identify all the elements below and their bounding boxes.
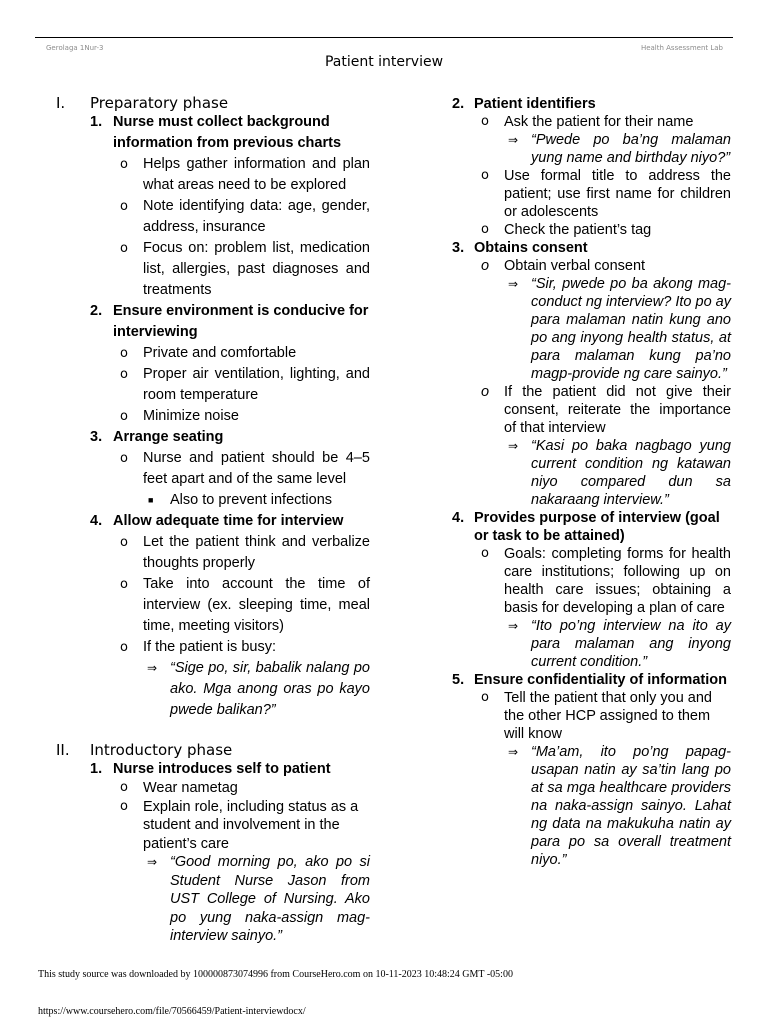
bullet-item [50,343,370,364]
item-title: Allow adequate time for interview [113,513,344,529]
bullet-marker: o [481,222,489,237]
bullet-text: Private and comfortable [143,345,297,361]
bullet-marker: o [120,535,128,550]
quote-text: “Ma’am, ito po’ng papag-usapan natin ay sa’tin lang po at sa mga healthcare providers na naka-assign sainyo. Lahat ng data na makukuha natin ay para po sa overall treatment niyo.” [531,744,731,868]
bullet-marker: o [481,384,490,400]
arrow-icon: ⇒ [508,745,519,759]
bullet-text: Wear nametag [143,780,238,796]
bullet-text: Note identifying data: age, gender, address, insurance [143,198,370,235]
list-item-heading [50,301,370,343]
quote-text: “Pwede po ba’ng malaman yung name and birthday niyo?” [531,132,731,166]
bullet-item [446,221,731,239]
bullet-marker: o [120,780,128,795]
download-notice: This study source was downloaded by 100000873074996 from CourseHero.com on 10-11-2023 10:48:24 GMT -05:00 [38,969,513,980]
bullet-marker: o [120,640,128,655]
page-title: Patient interview [324,54,444,70]
list-item-heading [50,427,370,448]
bullet-item [50,196,370,238]
bullet-item [446,167,731,221]
bullet-item [446,545,731,617]
item-title: Obtains consent [474,240,588,256]
item-number: 5. [452,672,465,688]
quote-text: “Good morning po, ako po si Student Nurse Jason from UST College of Nursing. Ako po yung naka-assign mag-interview sainyo.” [170,854,370,944]
left-column [50,94,370,946]
bullet-item [50,406,370,427]
square-bullet-icon: ■ [148,495,154,505]
quote-item [50,853,370,946]
item-title: Nurse must collect background information from previous charts [113,114,342,151]
bullet-text: Focus on: problem list, medication list, allergies, past diagnoses and treatments [143,240,370,298]
list-item-heading [50,511,370,532]
quote-item [446,437,731,509]
quote-item [446,275,731,383]
item-number: 2. [452,96,465,112]
item-title: Arrange seating [113,429,224,445]
item-title: Patient identifiers [474,96,596,112]
quote-text: “Ito po’ng interview na ito ay para malaman ang inyong current condition.” [531,618,731,670]
bullet-item [446,257,731,275]
bullet-text: Proper air ventilation, lighting, and room temperature [143,366,370,403]
item-title: Nurse introduces self to patient [113,761,331,777]
list-item-heading [446,239,731,257]
bullet-item [50,238,370,301]
quote-item [446,743,731,869]
bullet-text: Let the patient think and verbalize thoughts properly [143,534,370,571]
bullet-text: Take into account the time of interview (ex. sleeping time, meal time, meeting visitors) [143,576,370,634]
arrow-icon: ⇒ [508,133,519,147]
bullet-marker: o [481,114,489,129]
list-item-heading [50,759,370,779]
source-url: https://www.coursehero.com/file/70566459/Patient-interviewdocx/ [38,1006,306,1017]
bullet-item [50,154,370,196]
section-numeral: II. [56,741,70,759]
list-item-heading [446,509,731,545]
bullet-item [50,637,370,658]
bullet-text: Tell the patient that only you and the other HCP assigned to them will know [504,690,712,742]
bullet-item [50,364,370,406]
bullet-marker: o [120,346,128,361]
header-author: Gerolaga 1Nur-3 [46,44,104,52]
bullet-marker: o [120,451,128,466]
bullet-marker: o [481,258,490,274]
header-course: Health Assessment Lab [640,44,723,52]
section-title: Preparatory phase [90,94,229,112]
bullet-text: Ask the patient for their name [504,114,694,130]
section-heading [50,94,370,112]
item-number: 4. [452,510,465,526]
bullet-marker: o [120,241,128,256]
bullet-item [446,383,731,437]
item-number: 3. [452,240,465,256]
item-number: 2. [90,303,103,319]
bullet-marker: o [120,199,128,214]
bullet-text: If the patient is busy: [143,639,276,655]
bullet-item [50,448,370,490]
bullet-marker: o [120,157,128,172]
bullet-marker: o [120,367,128,382]
bullet-item [50,798,370,854]
quote-item [446,131,731,167]
bullet-item [50,532,370,574]
bullet-text: Nurse and patient should be 4–5 feet apart and of the same level [143,450,370,487]
bullet-text: Obtain verbal consent [504,258,646,274]
section-heading [50,741,370,759]
item-number: 4. [90,513,103,529]
arrow-icon: ⇒ [508,439,519,453]
bullet-item [50,574,370,637]
arrow-icon: ⇒ [147,855,158,869]
list-item-heading [446,95,731,113]
bullet-text: Explain role, including status as a student and involvement in the patient’s care [143,798,359,852]
arrow-icon: ⇒ [508,619,519,633]
item-number: 3. [90,429,103,445]
bullet-text: Minimize noise [143,408,239,424]
bullet-text: Helps gather information and plan what areas need to be explored [143,156,370,193]
item-title: Ensure confidentiality of information [474,672,727,688]
section-numeral: I. [56,94,66,112]
bullet-marker: o [481,690,489,705]
quote-text: “Sir, pwede po ba akong mag-conduct ng interview? Ito po ay para malaman natin kung ano po ang inyong health status, at para malaman kung pa’no magp-provide ng care sainyo.” [531,276,731,382]
arrow-icon: ⇒ [147,661,158,675]
bullet-marker: o [120,577,128,592]
bullet-text: Goals: completing forms for health care institutions; following up on health care issues; obtaining a basis for developing a plan of care [504,546,731,616]
bullet-item [446,113,731,131]
right-column [446,95,731,869]
item-number: 1. [90,761,103,777]
arrow-icon: ⇒ [508,277,519,291]
bullet-text: If the patient did not give their consent, reiterate the importance of that interview [504,384,731,436]
bullet-marker: o [120,409,128,424]
sub-bullet-item [50,490,370,511]
list-item-heading [50,112,370,154]
item-title: Provides purpose of interview (goal or task to be attained) [474,510,720,544]
bullet-marker: o [481,546,489,561]
quote-item [50,658,370,721]
section-title: Introductory phase [90,741,233,759]
item-number: 1. [90,114,103,130]
bullet-marker: o [120,798,128,814]
bullet-item [446,689,731,743]
bullet-text: Check the patient’s tag [504,222,652,238]
bullet-text: Use formal title to address the patient; use first name for children or adolescents [504,168,731,220]
header-rule [35,37,733,38]
list-item-heading [446,671,731,689]
quote-text: “Kasi po baka nagbago yung current condition ng katawan niyo compared dun sa nakaraang interview.” [531,438,731,508]
bullet-item [50,779,370,798]
sub-bullet-text: Also to prevent infections [170,492,333,508]
quote-item [446,617,731,671]
item-title: Ensure environment is conducive for interviewing [113,303,369,340]
quote-text: “Sige po, sir, babalik nalang po ako. Mga anong oras po kayo pwede balikan?” [170,660,370,718]
bullet-marker: o [481,168,489,183]
